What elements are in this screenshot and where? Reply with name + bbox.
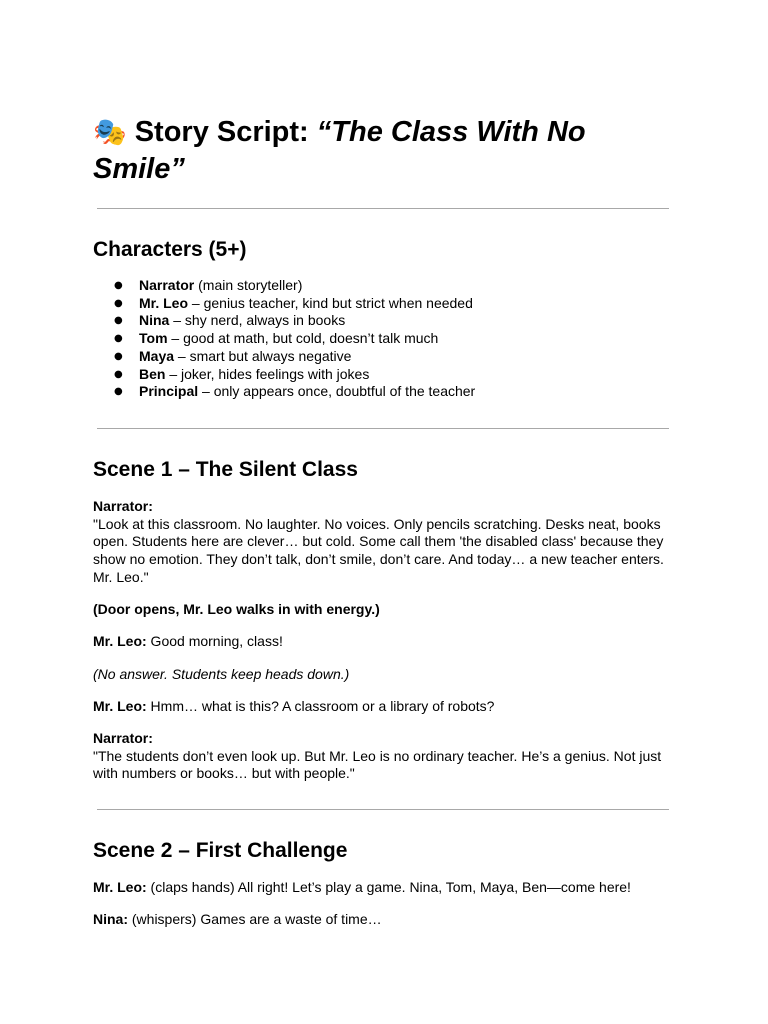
scene1-heading: Scene 1 – The Silent Class	[93, 458, 358, 481]
stage-direction: (Door opens, Mr. Leo walks in with energy.)	[93, 601, 380, 617]
dialogue-line	[93, 633, 673, 651]
dialogue-line	[93, 911, 673, 929]
title-prefix: Story Script:	[134, 116, 317, 148]
character-desc: – shy nerd, always in books	[169, 312, 346, 329]
list-item	[93, 295, 475, 313]
divider	[97, 208, 669, 209]
character-desc: – only appears once, doubtful of the teacher	[198, 383, 476, 400]
speaker-label: Narrator:	[93, 498, 153, 514]
character-name: Ben	[139, 365, 166, 382]
dialogue-line	[93, 879, 673, 897]
dialogue-text: (whispers) Games are a waste of time…	[128, 911, 382, 927]
list-item	[93, 330, 475, 348]
character-desc: – joker, hides feelings with jokes	[165, 365, 370, 382]
dialogue-line	[93, 698, 673, 716]
character-desc: – good at math, but cold, doesn’t talk much	[167, 330, 439, 347]
dialogue-text: Good morning, class!	[146, 633, 283, 649]
dialogue-text: "Look at this classroom. No laughter. No voices. Only pencils scratching. Desks neat, books open. Students here are clever… but cold. Some call them 'the disabled class' because they show no emotion. They don’t talk, don’t smile, don’t care. And today… a new teacher enters. Mr. Leo."	[93, 515, 664, 585]
narrator-line	[93, 730, 673, 783]
list-item	[93, 277, 475, 295]
list-item	[93, 348, 475, 366]
character-name: Nina	[139, 312, 170, 329]
dialogue-text: "The students don’t even look up. But Mr. Leo is no ordinary teacher. He’s a genius. Not just with numbers or books… but with people."	[93, 747, 662, 782]
speaker-label: Nina:	[93, 911, 128, 927]
divider	[97, 809, 669, 810]
speaker-label: Mr. Leo:	[93, 633, 147, 649]
character-desc: – genius teacher, kind but strict when needed	[188, 294, 473, 311]
character-name: Principal	[139, 383, 199, 400]
character-name: Tom	[139, 330, 168, 347]
characters-heading: Characters (5+)	[93, 238, 247, 261]
speaker-label: Narrator:	[93, 730, 153, 746]
stage-direction: (No answer. Students keep heads down.)	[93, 666, 350, 682]
speaker-label: Mr. Leo:	[93, 879, 147, 895]
title-story-name: “The Class With No Smile”	[93, 116, 586, 185]
character-desc: – smart but always negative	[174, 347, 352, 364]
dialogue-text: Hmm… what is this? A classroom or a library of robots?	[146, 698, 495, 714]
character-list	[93, 277, 475, 401]
performing-arts-icon: 🎭	[93, 117, 127, 148]
scene2-heading: Scene 2 – First Challenge	[93, 839, 348, 862]
narrator-line	[93, 498, 673, 587]
divider	[97, 428, 669, 429]
dialogue-text: (claps hands) All right! Let’s play a game. Nina, Tom, Maya, Ben—come here!	[146, 879, 631, 895]
list-item	[93, 383, 475, 401]
speaker-label: Mr. Leo:	[93, 698, 147, 714]
character-desc: (main storyteller)	[194, 277, 303, 293]
list-item	[93, 312, 475, 330]
character-name: Narrator	[139, 277, 195, 293]
page-title	[93, 114, 673, 188]
character-name: Mr. Leo	[139, 294, 189, 311]
character-name: Maya	[139, 347, 175, 364]
list-item	[93, 366, 475, 384]
